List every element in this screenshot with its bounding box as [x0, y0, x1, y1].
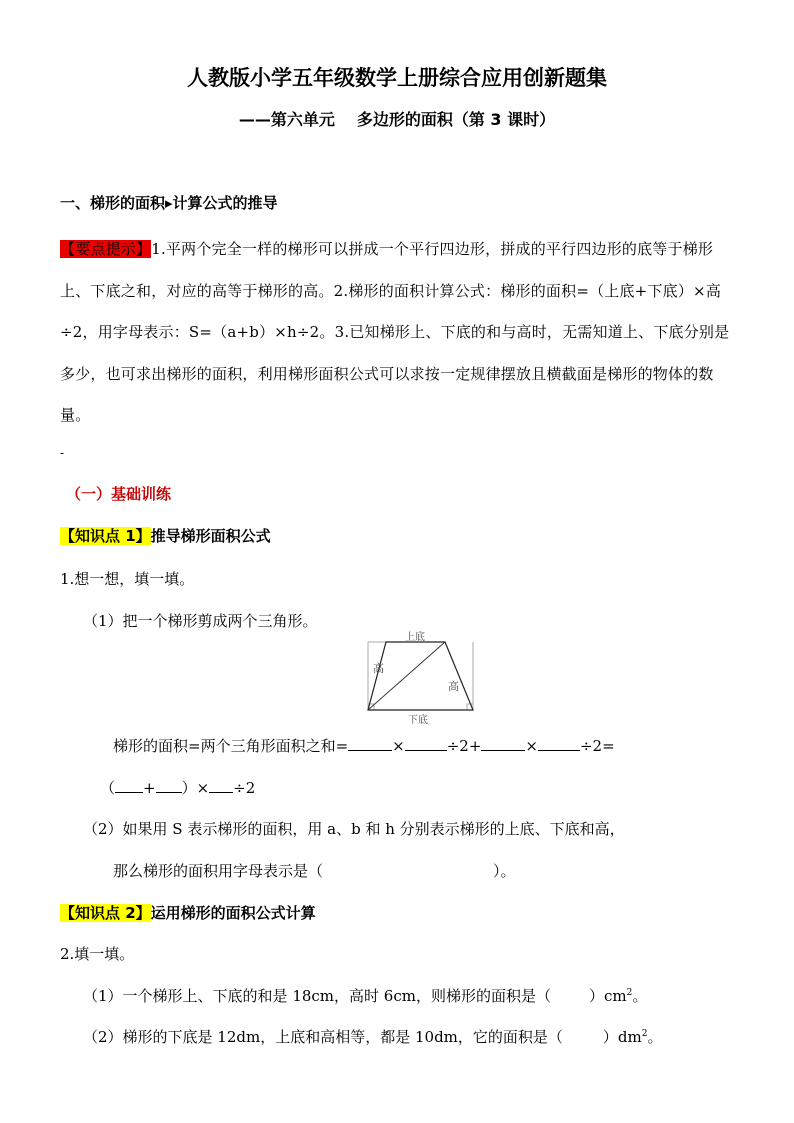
- label-top-base: 上底: [405, 632, 425, 643]
- trapezoid-diagonal: [368, 642, 445, 710]
- paren-close-times: ）×: [181, 779, 210, 797]
- key-points-paragraph: [60, 229, 740, 437]
- key-points-tag: 【要点提示】: [60, 240, 152, 258]
- div2-equals: ÷2=: [579, 737, 615, 755]
- blank-4[interactable]: [538, 735, 580, 751]
- subtitle-unit: ——第六单元: [238, 110, 335, 129]
- kp1-tag: 【知识点 1】: [60, 527, 151, 545]
- item2-sup: 2: [641, 1029, 648, 1039]
- basic-training-heading: （一）基础训练: [66, 485, 172, 503]
- blank-1[interactable]: [348, 735, 392, 751]
- q1-title: 1.想一想，填一填。: [60, 570, 195, 588]
- kp2-tag: 【知识点 2】: [60, 904, 151, 922]
- item2-text: （2）梯形的下底是 12dm，上底和高相等，都是 10dm，它的面积是（: [83, 1028, 563, 1046]
- sub2-close: ）。: [493, 862, 516, 880]
- sub2-text: 那么梯形的面积用字母表示是（: [113, 862, 324, 880]
- formula-line-1: [113, 735, 615, 756]
- q1-sub2-line1: （2）如果用 S 表示梯形的面积，用 a、b 和 h 分别表示梯形的上底、下底和高，: [83, 820, 625, 838]
- q2-title: 2.填一填。: [60, 945, 135, 963]
- label-bottom-base: 下底: [408, 715, 428, 726]
- item1-sup: 2: [626, 988, 633, 998]
- blank-7[interactable]: [209, 777, 233, 793]
- formula-line-2: [100, 777, 255, 798]
- formula-text: 梯形的面积=两个三角形面积之和=: [113, 737, 349, 755]
- blank-5[interactable]: [115, 777, 143, 793]
- item1-end: 。: [632, 987, 648, 1005]
- subtitle-topic: 多边形的面积（第 3 课时）: [356, 110, 556, 129]
- trapezoid-figure: [360, 630, 480, 726]
- blank-3[interactable]: [481, 735, 525, 751]
- q2-item2: [83, 1026, 663, 1047]
- item2-end: 。: [647, 1028, 663, 1046]
- q1-sub1: （1）把一个梯形剪成两个三角形。: [83, 612, 318, 630]
- q2-item1: [83, 985, 647, 1006]
- item1-unit: ）cm: [588, 987, 627, 1005]
- section-heading: 一、梯形的面积▸计算公式的推导: [60, 194, 278, 212]
- kp1-text: 推导梯形面积公式: [150, 527, 271, 545]
- label-right-height: 高: [448, 680, 459, 693]
- blank-2[interactable]: [405, 735, 447, 751]
- stray-dash: -: [60, 446, 65, 460]
- blank-6[interactable]: [156, 777, 182, 793]
- knowledge-point-2: [60, 902, 316, 923]
- trapezoid-outline: [368, 642, 473, 710]
- item1-text: （1）一个梯形上、下底的和是 18cm，高时 6cm，则梯形的面积是（: [83, 987, 551, 1005]
- q1-sub2-line2: [113, 860, 516, 881]
- div2-plus: ÷2+: [446, 737, 482, 755]
- times-symbol: ×: [525, 737, 538, 755]
- page-title: 人教版小学五年级数学上册综合应用创新题集: [187, 66, 607, 90]
- key-points-text: 1.平两个完全一样的梯形可以拼成一个平行四边形，拼成的平行四边形的底等于梯形上、下底之和，对应的高等于梯形的高。2.梯形的面积计算公式：梯形的面积=（上底+下底）×高÷2，用字母表示：S=（a+b）×h÷2。3.已知梯形上、下底的和与高时，无需知道上、下底分别是多少，也可求出梯形的面积，利用梯形面积公式可以求按一定规律摆放且横截面是梯形的物体的数量。: [60, 240, 730, 424]
- label-left-height: 高: [373, 662, 384, 675]
- times-symbol: ×: [392, 737, 405, 755]
- page-subtitle: [0, 107, 794, 130]
- paren-open: （: [100, 779, 116, 797]
- plus-symbol: +: [143, 779, 156, 797]
- kp2-text: 运用梯形的面积公式计算: [150, 904, 316, 922]
- knowledge-point-1: [60, 525, 271, 546]
- div2: ÷2: [233, 779, 256, 797]
- item2-unit: ）dm: [602, 1028, 642, 1046]
